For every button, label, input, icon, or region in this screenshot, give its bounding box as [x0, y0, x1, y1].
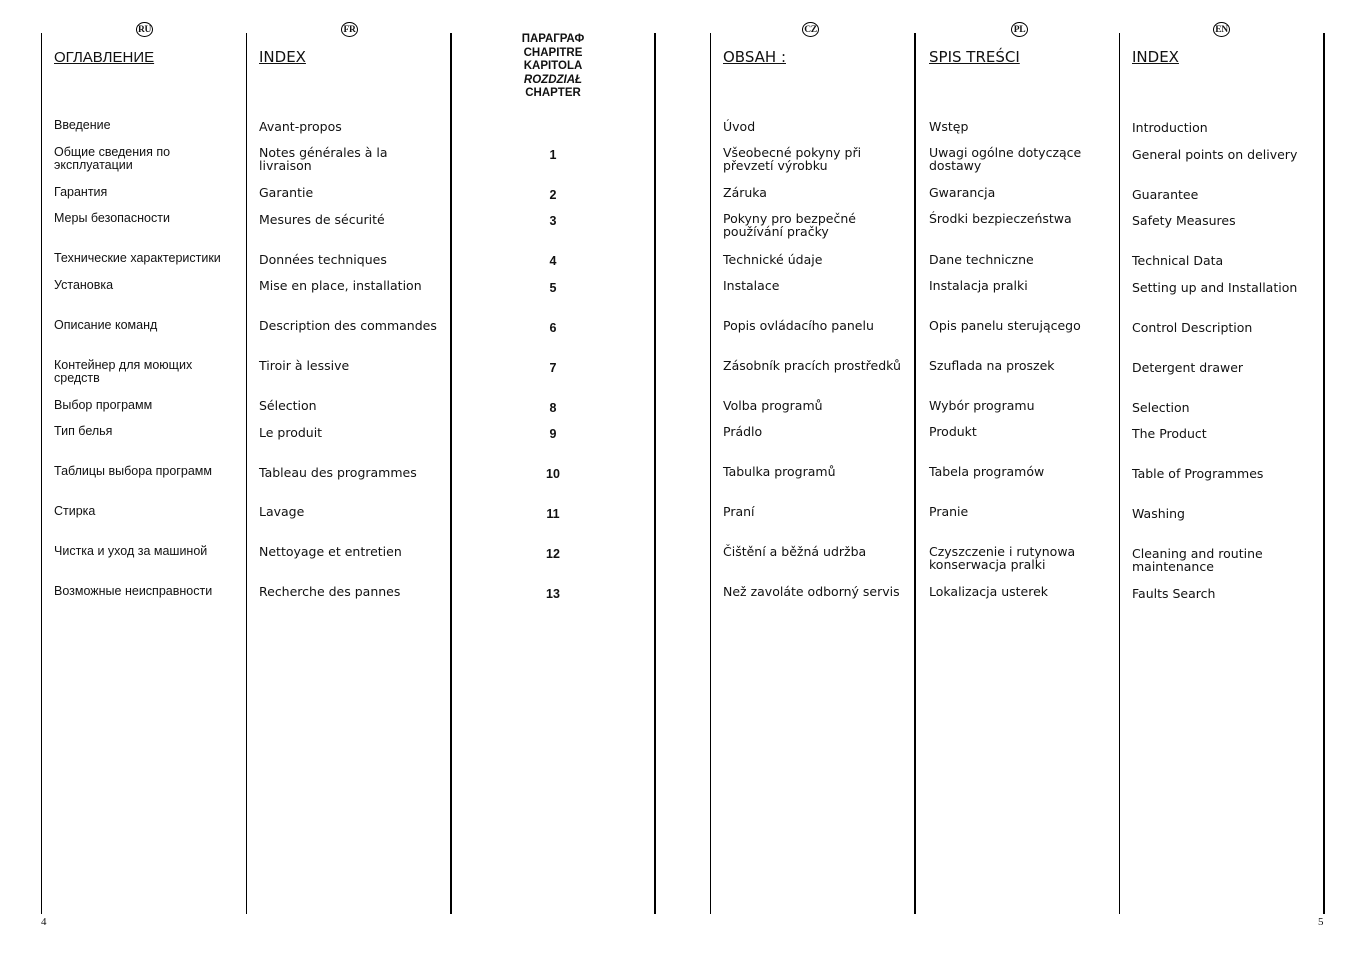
page-number-right: 5 [1318, 916, 1324, 928]
toc-entry: Гарантия [54, 185, 108, 199]
toc-entry: Washing [1132, 506, 1185, 521]
language-badge-pl: PL [1011, 22, 1028, 37]
toc-entry: Prádlo [723, 424, 763, 439]
toc-entry: Popis ovládacího panelu [723, 318, 874, 333]
toc-entry: Mesures de sécurité [259, 212, 385, 227]
toc-entry: Контейнер для моющих средств [54, 358, 193, 385]
chapter-number: 1 [549, 148, 557, 162]
toc-entry: Общие сведения по эксплуатации [54, 145, 171, 172]
toc-heading-cz: OBSAH : [723, 48, 786, 66]
chapter-header [500, 33, 606, 101]
toc-entry: Mise en place, installation [259, 278, 422, 293]
toc-entry: Cleaning and routine maintenance [1132, 546, 1263, 574]
toc-entry: Garantie [259, 185, 314, 200]
toc-entry: Selection [1132, 400, 1190, 415]
toc-heading-ru: ОГЛАВЛЕНИЕ [54, 49, 155, 66]
toc-entry: Введение [54, 118, 111, 132]
toc-entry: Tabulka programů [723, 464, 836, 479]
toc-entry: Introduction [1132, 120, 1208, 135]
toc-entry: Úvod [723, 119, 756, 134]
toc-entry: Recherche des pannes [259, 584, 401, 599]
chapter-number: 2 [549, 188, 557, 202]
toc-entry: Praní [723, 504, 755, 519]
toc-entry: Instalacja pralki [929, 278, 1028, 293]
column-rule [710, 33, 711, 914]
toc-entry: Szuflada na proszek [929, 358, 1055, 373]
toc-entry: Выбор программ [54, 398, 153, 412]
chapter-header-line: CHAPITRE [523, 46, 583, 59]
toc-entry: Opis panelu sterującego [929, 318, 1081, 333]
toc-entry: Volba programů [723, 398, 823, 413]
toc-entry: Стирка [54, 504, 96, 518]
toc-entry: Čištění a běžná udržba [723, 544, 867, 559]
chapter-header-line: ПАРАГРАФ [521, 33, 585, 45]
toc-entry: Тип белья [54, 424, 113, 438]
toc-entry: Description des commandes [259, 318, 437, 333]
toc-entry: Technické údaje [723, 252, 823, 267]
language-badge-en: EN [1213, 22, 1230, 37]
toc-heading-fr: INDEX [259, 48, 306, 66]
toc-entry: Pranie [929, 504, 969, 519]
toc-entry: Lokalizacja usterek [929, 584, 1049, 599]
toc-entry: Dane techniczne [929, 252, 1034, 267]
column-rule [41, 33, 42, 914]
toc-entry: Notes générales à la livraison [259, 145, 388, 173]
column-rule [1323, 33, 1325, 914]
chapter-number: 3 [549, 214, 557, 228]
column-rule [654, 33, 656, 914]
toc-heading-pl: SPIS TREŚCI [929, 48, 1020, 66]
toc-entry: Zásobník pracích prostředků [723, 358, 901, 373]
toc-entry: Таблицы выбора программ [54, 464, 212, 478]
toc-entry: Технические характеристики [54, 251, 221, 265]
chapter-number: 6 [549, 321, 557, 335]
toc-entry: Données techniques [259, 252, 387, 267]
toc-entry: Środki bezpieczeństwa [929, 211, 1072, 226]
language-badge-cz: CZ [802, 22, 819, 37]
chapter-number: 4 [549, 254, 557, 268]
chapter-number: 13 [546, 587, 560, 601]
column-rule [914, 33, 916, 914]
toc-entry: Pokyny pro bezpečné používání pračky [723, 211, 856, 239]
chapter-number: 11 [546, 507, 560, 521]
toc-entry: The Product [1132, 426, 1207, 441]
toc-entry: Faults Search [1132, 586, 1216, 601]
toc-entry: Tiroir à lessive [259, 358, 350, 373]
chapter-number: 7 [549, 361, 557, 375]
chapter-number: 5 [549, 281, 557, 295]
page-number-left: 4 [41, 916, 47, 928]
toc-entry: Nettoyage et entretien [259, 544, 402, 559]
toc-entry: Gwarancja [929, 185, 996, 200]
toc-entry: Guarantee [1132, 187, 1199, 202]
chapter-header-line: KAPITOLA [523, 60, 583, 72]
chapter-header-line: CHAPTER [525, 87, 581, 99]
toc-entry: Wybór programu [929, 398, 1035, 413]
toc-entry: Возможные неисправности [54, 584, 213, 598]
toc-entry: Tabela programów [929, 464, 1045, 479]
column-rule [1119, 33, 1120, 914]
language-badge-fr: FR [341, 22, 358, 37]
chapter-number: 10 [546, 467, 560, 481]
toc-entry: Avant-propos [259, 119, 342, 134]
toc-entry: Uwagi ogólne dotyczące dostawy [929, 145, 1082, 173]
toc-entry: Установка [54, 278, 114, 292]
column-rule [450, 33, 452, 914]
toc-entry: Setting up and Installation [1132, 280, 1298, 295]
toc-entry: Lavage [259, 504, 305, 519]
toc-entry: Control Description [1132, 320, 1253, 335]
toc-entry: Produkt [929, 424, 977, 439]
chapter-header-line: ROZDZIAŁ [523, 73, 583, 86]
toc-entry: Описание команд [54, 318, 158, 332]
toc-entry: Меры безопасности [54, 211, 170, 225]
toc-entry: Tableau des programmes [259, 465, 417, 480]
toc-entry: Safety Measures [1132, 213, 1236, 228]
toc-heading-en: INDEX [1132, 48, 1179, 66]
chapter-number: 8 [549, 401, 557, 415]
column-rule [246, 33, 247, 914]
toc-entry: Wstęp [929, 119, 969, 134]
toc-entry: Czyszczenie i rutynowa konserwacja pralki [929, 544, 1076, 572]
toc-entry: Чистка и уход за машиной [54, 544, 208, 558]
toc-entry: Sélection [259, 398, 317, 413]
toc-entry: Table of Programmes [1132, 466, 1264, 481]
toc-entry: Záruka [723, 185, 767, 200]
toc-entry: Než zavoláte odborný servis [723, 584, 900, 599]
chapter-number: 12 [546, 547, 560, 561]
toc-entry: Instalace [723, 278, 780, 293]
toc-entry: Le produit [259, 425, 323, 440]
toc-entry: Detergent drawer [1132, 360, 1244, 375]
toc-entry: General points on delivery [1132, 147, 1298, 162]
chapter-number: 9 [549, 427, 557, 441]
toc-entry: Všeobecné pokyny při převzetí výrobku [723, 145, 862, 173]
language-badge-ru: RU [136, 22, 153, 37]
toc-entry: Technical Data [1132, 253, 1224, 268]
